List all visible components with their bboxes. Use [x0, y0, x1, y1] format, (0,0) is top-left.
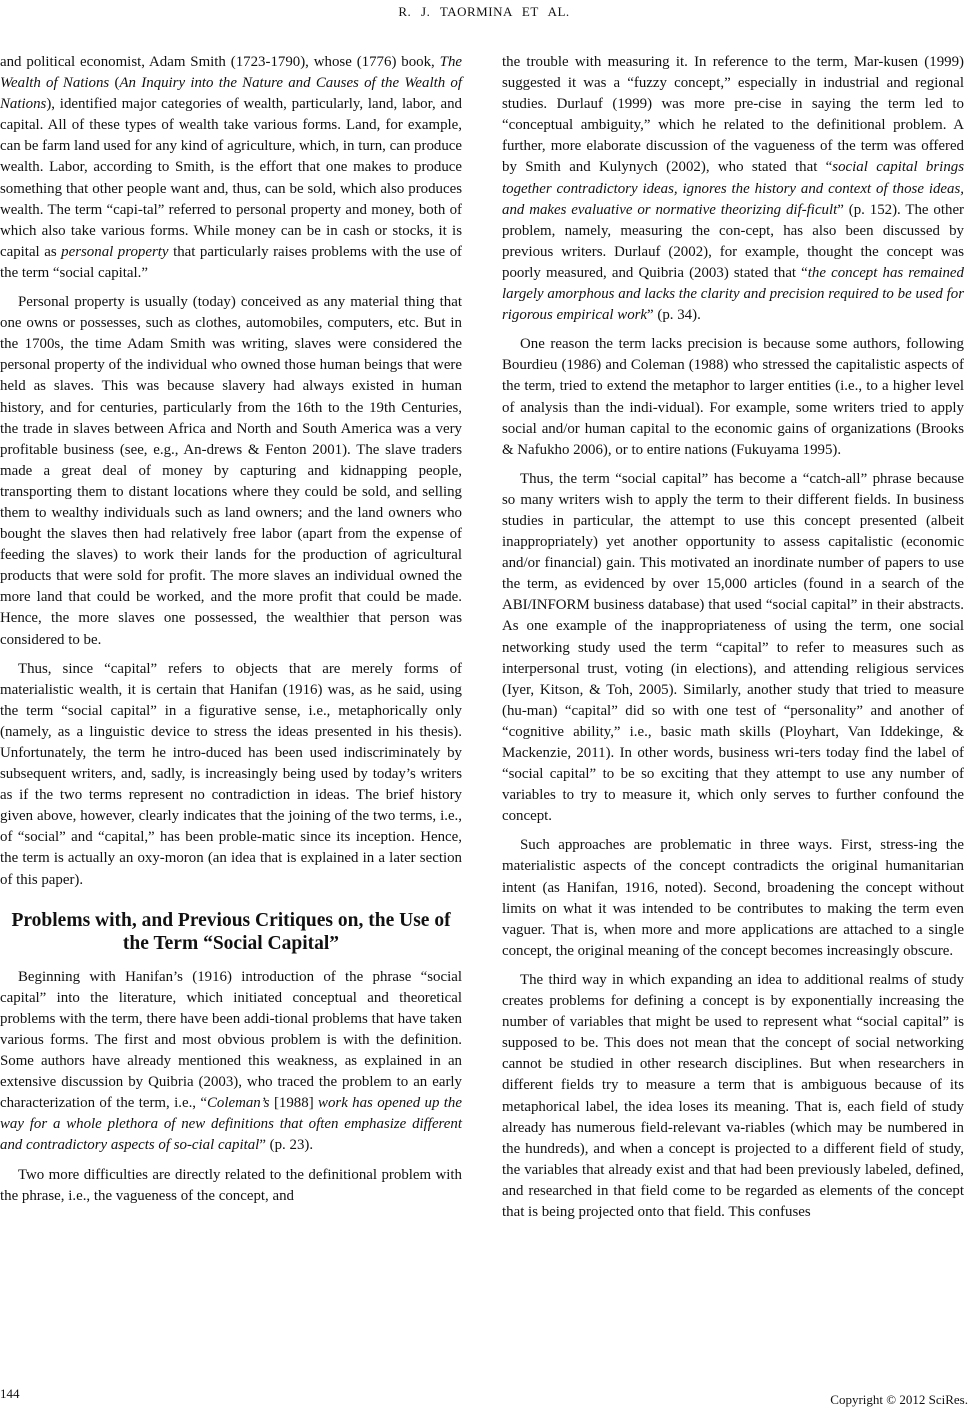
copyright-notice: Copyright © 2012 SciRes. — [830, 1392, 968, 1407]
paragraph: The third way in which expanding an idea to additional realms of study creates problems for defining a concept is by exponentially increasing the number of variables that might be used to represent what “social capital” is supposed to be. This does not mean that the concept of social networking cannot be studied in other research disciplines. But when researchers in different fields try to measure a term that is ambiguous because of its metaphorical label, the idea loses its meaning. That is, each field of study already has numerous field-relevant va-riables (which may be numbered in the hundreds), and when a concept is projected to a different field of study, the variables that already exist and that had been previously labeled, defined, and researched in that field come to be regarded as elements of the concept that is being projected onto that field. This confuses — [502, 971, 964, 1220]
paragraph: Beginning with Hanifan’s (1916) introduction of the phrase “social capital” into the literature, which initiated conceptual and theoretical problems with the term, there have been addi-tional problems that have taken various forms. The first and most obvious problem is with the definition. Some authors have already mentioned this weakness, as explained in an extensive discussion by Quibria (2003), who traced the problem to an early characterization of the term, i.e., “Coleman’s [1988] work has opened up the way for a whole plethora of new definitions that often emphasize different and contradictory aspects of so-cial capital” (p. 23). — [0, 968, 462, 1154]
paragraph: Thus, the term “social capital” has become a “catch-all” phrase because so many writers wish to apply the term to their different fields. In business studies in particular, the attempt to use this concept presented (albeit inappropriately) yet another opportunity to assess capitalistic (economic and/or financial) gain. This motivated an inordinate number of papers to use the term, as evidenced by over 15,000 articles (found in a search of the ABI/INFORM business database) that used “social capital” in their abstracts. As one example of the inappropriateness of using the term, one social networking study used the term “capital” to refer to measures such as interpersonal trust, voting (in elections), and attending religious services (Iyer, Kitson, & Toh, 2005). Similarly, another study that tried to measure (hu-man) “capital” did so with one test of “personality” and another of “cognitive ability,” i.e., basic math skills (Ployhart, Van Iddekinge, & Mackenzie, 2011). In other words, business wri-ters today find the label of “social capital” to be so exciting that they attempt to use any number of variables to try to measure it, which only serves to further confound the concept. — [502, 470, 964, 825]
paragraph: Such approaches are problematic in three ways. First, stress-ing the materialistic aspects of the concept contradicts the original humanitarian intent (as Hanifan, 1916, noted). Second, broadening the concept without limits on what it was intended to be contributes to making the term even vaguer. That is, when more and more applications are attached to a single concept, the original meaning of the concept becomes increasingly obscure. — [502, 837, 964, 959]
right-column — [502, 52, 964, 1231]
section-heading: Problems with, and Previous Critiques on, the Use of the Term “Social Capital” — [11, 909, 451, 954]
paragraph: Two more difficulties are directly related to the definitional problem with the phrase, i.e., the vagueness of the concept, and — [0, 1166, 462, 1204]
left-column — [0, 52, 462, 1215]
running-head: R. J. TAORMINA ET AL. — [398, 4, 570, 19]
paragraph: One reason the term lacks precision is because some authors, following Bourdieu (1986) and Coleman (1988) who stressed the capitalistic aspects of the term, tried to extend the metaphor to larger entities (i.e., to a higher level of analysis than the indi-vidual). For example, some writers tried to apply social and/or human capital to the economic gains of organizations (Brooks & Nafukho 2006), or to entire nations (Fukuyama 1995). — [502, 336, 964, 458]
paragraph: the trouble with measuring it. In reference to the term, Mar-kusen (1999) suggested it was a “fuzzy concept,” especially in industrial and regional studies. Durlauf (1999) was more pre-cise in saying the term led to “conceptual ambiguity,” which he related to the definitional problem. A further, more elaborate discussion of the vagueness of the term was offered by Smith and Kulynych (2002), who stated that “social capital brings together contradictory ideas, ignores the history and context of those ideas, and makes evaluative or normative theorizing dif-ficult” (p. 152). The other problem, namely, measuring the con-cept, has also been discussed by previous writers. Durlauf (2002), for example, thought the concept was poorly measured, and Quibria (2003) stated that “the concept has remained largely amorphous and lacks the clarity and precision required to be used for rigorous empirical work” (p. 34). — [502, 54, 965, 324]
paragraph: Personal property is usually (today) conceived as any material thing that one owns or possesses, such as clothes, automobiles, computers, etc. But in the 1700s, the time Adam Smith was writing, slaves were considered the personal property of the individual who owned those human beings that were held as slaves. This was because slavery had always existed in human history, and for centuries, particularly from the 16th to the 19th Centuries, the trade in slaves between Africa and North and South America was a very profitable business (see, e.g., An-drews & Fenton 2001). The slave traders made a great deal of money by capturing and kidnapping people, transporting them to distant locations where they could be sold, and selling them to wealthy individuals such as land owners; and the land owners who bought the slaves then had relatively free labor (apart from the expense of feeding the slaves) to work their lands for the production of agricultural products that were sold for profit. The more slaves an individual owned the more land that could be worked, and the more profit that could be made. Hence, the more slaves one possessed, the wealthier that person was considered to be. — [0, 294, 462, 648]
paragraph: and political economist, Adam Smith (1723-1790), whose (1776) book, The Wealth of Nations (An Inquiry into the Nature and Causes of the Wealth of Nations), identified major categories of wealth, particularly, land, labor, and capital. All of these types of wealth take various forms. Land, for example, can be farm land used for any kind of agriculture, which, in turn, can produce wealth. Labor, according to Smith, is the effort that one makes to produce something that other people want and, thus, can be sold, which also produces wealth. The term “capi-tal” referred to personal property and money, both of which also take various forms. While money can be in cash or stocks, it is capital as personal property that particularly raises problems with the use of the term “social capital.” — [0, 54, 463, 281]
page-number: 144 — [0, 1386, 20, 1401]
paragraph: Thus, since “capital” refers to objects that are merely forms of materialistic wealth, it is certain that Hanifan (1916) was, as he said, using the term “social capital” in a figurative sense, i.e., metaphorically only (namely, as a linguistic device to stress the ideas presented in his thesis). Unfortunately, the term he intro-duced has been used indiscriminately by subsequent writers, and, sadly, is increasingly being used by today’s writers as if the two terms represent no contradiction in ideas. The brief history given above, however, clearly indicates that the joining of the two terms, i.e., of “social” and “capital,” has been proble-matic since its inception. Hence, the term is actually an oxy-moron (an idea that is explained in a later section of this paper). — [0, 660, 462, 888]
